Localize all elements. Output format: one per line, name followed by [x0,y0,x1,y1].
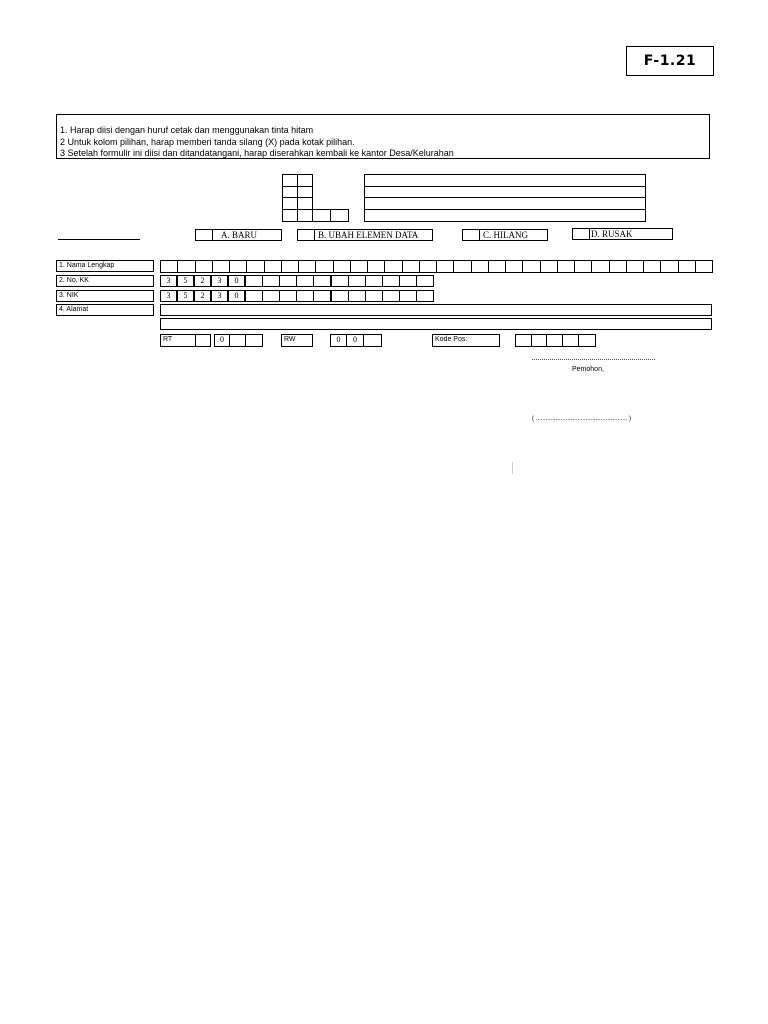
nama-letter-box[interactable] [678,260,696,273]
nama-letter-box[interactable] [402,260,420,273]
alamat-label: 4. Alamat [56,304,154,316]
instruction-3: 3 Setelah formulir ini diisi dan ditandatangani, harap diserahkan kembali ke kantor Desa/Kelurahan [60,148,454,158]
nik-digit[interactable] [331,290,349,302]
option-hilang[interactable] [462,229,548,241]
rw-box[interactable]: 0 [346,334,364,347]
kk-digit[interactable] [296,275,314,287]
rt-box[interactable]: 0 [214,334,230,347]
kk-digit[interactable] [331,275,349,287]
nik-digit[interactable] [365,290,383,302]
kk-digit[interactable]: 3 [211,275,228,287]
rt-label: RT [163,336,173,343]
nik-digit[interactable] [348,290,366,302]
kk-digit[interactable] [279,275,297,287]
kode-pos-box[interactable] [546,334,563,347]
kk-digit[interactable]: 2 [194,275,211,287]
code-cell[interactable] [297,209,313,222]
rw-box[interactable]: 0 [330,334,347,347]
instructions-box [56,114,710,159]
option-checkbox[interactable] [196,230,213,240]
nama-letter-box[interactable] [626,260,644,273]
nama-letter-box[interactable] [195,260,213,273]
rt-label-box [160,334,196,347]
nama-letter-box[interactable] [695,260,713,273]
header-info-line[interactable] [364,209,646,222]
nik-digit[interactable] [296,290,314,302]
rt-box[interactable] [245,334,263,347]
option-rusak[interactable] [572,228,673,240]
signature-date-line [532,359,655,360]
nama-letter-box[interactable] [557,260,575,273]
kk-digit[interactable]: 0 [228,275,245,287]
kk-digit[interactable] [416,275,434,287]
nik-label: 3. NIK [56,290,154,302]
rw-box[interactable] [363,334,382,347]
code-cell[interactable] [312,209,331,222]
nama-letter-box[interactable] [540,260,558,273]
faint-mark [512,462,513,474]
nama-letter-box[interactable] [333,260,351,273]
kk-digit[interactable] [313,275,331,287]
nama-letter-box[interactable] [229,260,247,273]
instruction-1: 1. Harap diisi dengan huruf cetak dan menggunakan tinta hitam [60,125,314,135]
nama-letter-box[interactable] [384,260,402,273]
nama-letter-box[interactable] [471,260,489,273]
alamat-line-2[interactable] [160,318,712,330]
nama-letter-box[interactable] [298,260,316,273]
kk-digit[interactable]: 5 [177,275,194,287]
rt-box[interactable] [195,334,211,347]
nik-digit[interactable]: 2 [194,290,211,302]
signature-name-line: ( ....................................................... ) [532,416,632,422]
form-code: F-1.21 [626,46,714,76]
nik-digit[interactable] [399,290,417,302]
nama-letter-box[interactable] [315,260,333,273]
nama-letter-box[interactable] [160,260,178,273]
nama-lengkap-label: 1. Nama Lengkap [56,260,154,272]
option-label: D. RUSAK [591,229,633,239]
nama-letter-box[interactable] [609,260,627,273]
nama-letter-box[interactable] [212,260,230,273]
kode-pos-label: Kode Pos: [435,336,468,343]
nama-letter-box[interactable] [660,260,678,273]
code-cell[interactable] [330,209,349,222]
option-label: A. BARU [221,230,258,240]
nik-digit[interactable]: 0 [228,290,245,302]
nama-letter-box[interactable] [488,260,506,273]
rt-box[interactable] [229,334,246,347]
nama-letter-box[interactable] [453,260,471,273]
nik-digit[interactable] [416,290,434,302]
code-cell[interactable] [282,209,298,222]
kk-digit[interactable] [399,275,417,287]
nik-digit[interactable]: 3 [160,290,177,302]
kode-pos-box[interactable] [531,334,547,347]
alamat-line-1[interactable] [160,304,712,316]
nama-letter-box[interactable] [643,260,661,273]
nik-digit[interactable] [279,290,297,302]
no-kk-label: 2. No. KK [56,275,154,287]
kk-digit[interactable] [262,275,280,287]
nama-letter-box[interactable] [367,260,385,273]
nama-letter-box[interactable] [436,260,454,273]
kk-digit[interactable] [365,275,383,287]
nama-letter-box[interactable] [177,260,195,273]
kode-pos-box[interactable] [562,334,579,347]
kode-pos-box[interactable] [515,334,532,347]
nama-letter-box[interactable] [419,260,437,273]
nik-digit[interactable] [245,290,263,302]
option-ubah-elemen-data[interactable] [297,229,433,241]
nik-digit[interactable]: 3 [211,290,228,302]
signature-role: Pemohon, [572,366,604,373]
kk-digit[interactable] [245,275,263,287]
nama-letter-box[interactable] [246,260,264,273]
nik-digit[interactable] [382,290,400,302]
rw-label-box [281,334,313,347]
kk-digit[interactable] [348,275,366,287]
nik-digit[interactable] [262,290,280,302]
nama-letter-box[interactable] [264,260,282,273]
kk-digit[interactable]: 3 [160,275,177,287]
nama-letter-box[interactable] [574,260,592,273]
instruction-2: 2 Untuk kolom pilihan, harap memberi tanda silang (X) pada kotak pilihan. [60,136,355,147]
option-baru[interactable] [195,229,282,241]
kode-pos-label-box [432,334,500,347]
nik-digit[interactable] [313,290,331,302]
nama-letter-box[interactable] [350,260,368,273]
option-label: C. HILANG [483,230,528,240]
kode-pos-box[interactable] [578,334,596,347]
left-underline [58,239,140,240]
nama-letter-box[interactable] [591,260,609,273]
nama-letter-box[interactable] [281,260,299,273]
nama-letter-box[interactable] [505,260,523,273]
option-label: B. UBAH ELEMEN DATA [318,230,419,240]
kk-digit[interactable] [382,275,400,287]
nik-digit[interactable]: 5 [177,290,194,302]
nama-letter-box[interactable] [522,260,540,273]
rw-label: RW [284,336,296,343]
